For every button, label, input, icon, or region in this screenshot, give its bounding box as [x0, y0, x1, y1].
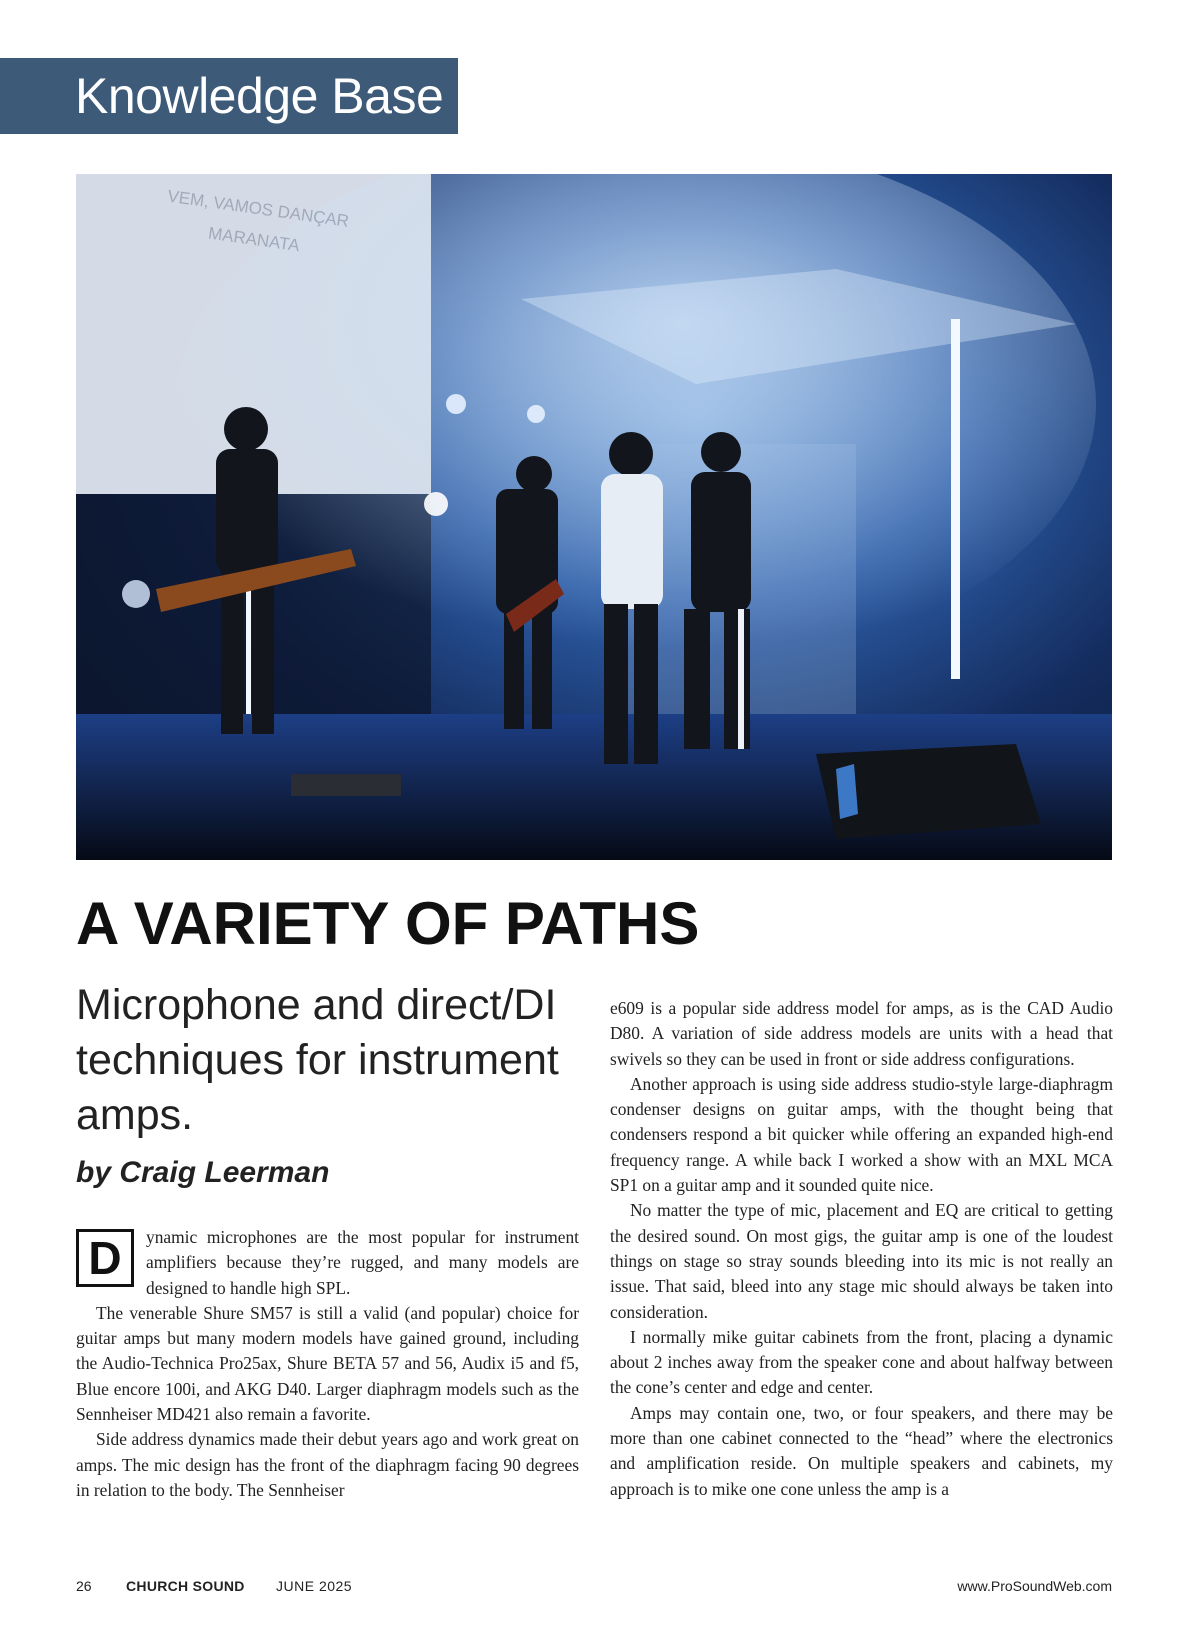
section-banner: Knowledge Base [0, 58, 458, 134]
body-paragraph: Another approach is using side address studio-style large-diaphragm condenser designs on guitar amps, with the thought being that condensers respond a bit quicker while offering an expanded high-end frequency range. A while back I worked a show with an MXL MCA SP1 on a guitar amp and it sounded quite nice. [610, 1073, 1113, 1196]
website-url: www.ProSoundWeb.com [957, 1578, 1112, 1594]
page-footer [76, 1578, 1112, 1598]
screen-text-line: MARANATA [207, 223, 301, 255]
drop-cap: D [76, 1229, 134, 1287]
body-paragraph: Amps may contain one, two, or four speakers, and there may be more than one cabinet connected to the “head” where the electronics and amplification reside. On multiple speakers and cabinets, my approach is to mike one cone unless the amp is a [610, 1402, 1113, 1499]
stage-illustration [76, 174, 1112, 860]
body-paragraph: The venerable Shure SM57 is still a valid (and popular) choice for guitar amps but many modern models have gained ground, including the Audio-Technica Pro25ax, Shure BETA 57 and 56, Audix i5 and f5, Blue encore 100i, and AKG D40. Larger diaphragm models such as the Sennheiser MD421 also remain a favorite. [76, 1302, 579, 1425]
body-paragraph: ynamic microphones are the most popular for instrument amplifiers because they’re rugged, and many models are designed to handle high SPL. [146, 1227, 579, 1298]
body-paragraph: I normally mike guitar cabinets from the front, placing a dynamic about 2 inches away from the speaker cone and about halfway between the cone’s center and edge and center. [610, 1326, 1113, 1398]
article-headline: A VARIETY OF PATHS [76, 890, 700, 957]
article-column-right [610, 996, 1113, 1502]
body-paragraph: No matter the type of mic, placement and EQ are critical to getting the desired sound. On most gigs, the guitar amp is one of the loudest things on stage so stray sounds bleeding into its mic is not really an issue. That said, bleed into any stage mic should always be taken into consideration. [610, 1200, 1113, 1322]
issue-date: JUNE 2025 [276, 1578, 353, 1594]
pedalboard [291, 774, 401, 796]
hero-photo [76, 174, 1112, 860]
article-deck: Microphone and direct/DI techniques for instrument amps. [76, 981, 559, 1139]
page-number: 26 [76, 1578, 92, 1594]
body-paragraph: e609 is a popular side address model for amps, as is the CAD Audio D80. A variation of side address models are units with a head that swivels so they can be used in front or side address configurations. [610, 998, 1113, 1069]
article-byline: by Craig Leerman [76, 1156, 330, 1189]
body-paragraph: Side address dynamics made their debut years ago and work great on amps. The mic design has the front of the diaphragm facing 90 degrees in relation to the body. The Sennheiser [76, 1429, 579, 1500]
screen-text-line: VEM, VAMOS DANÇAR [166, 186, 351, 231]
article-column-left [76, 1225, 579, 1503]
light-tube [951, 319, 960, 679]
magazine-name: CHURCH SOUND [126, 1578, 245, 1594]
